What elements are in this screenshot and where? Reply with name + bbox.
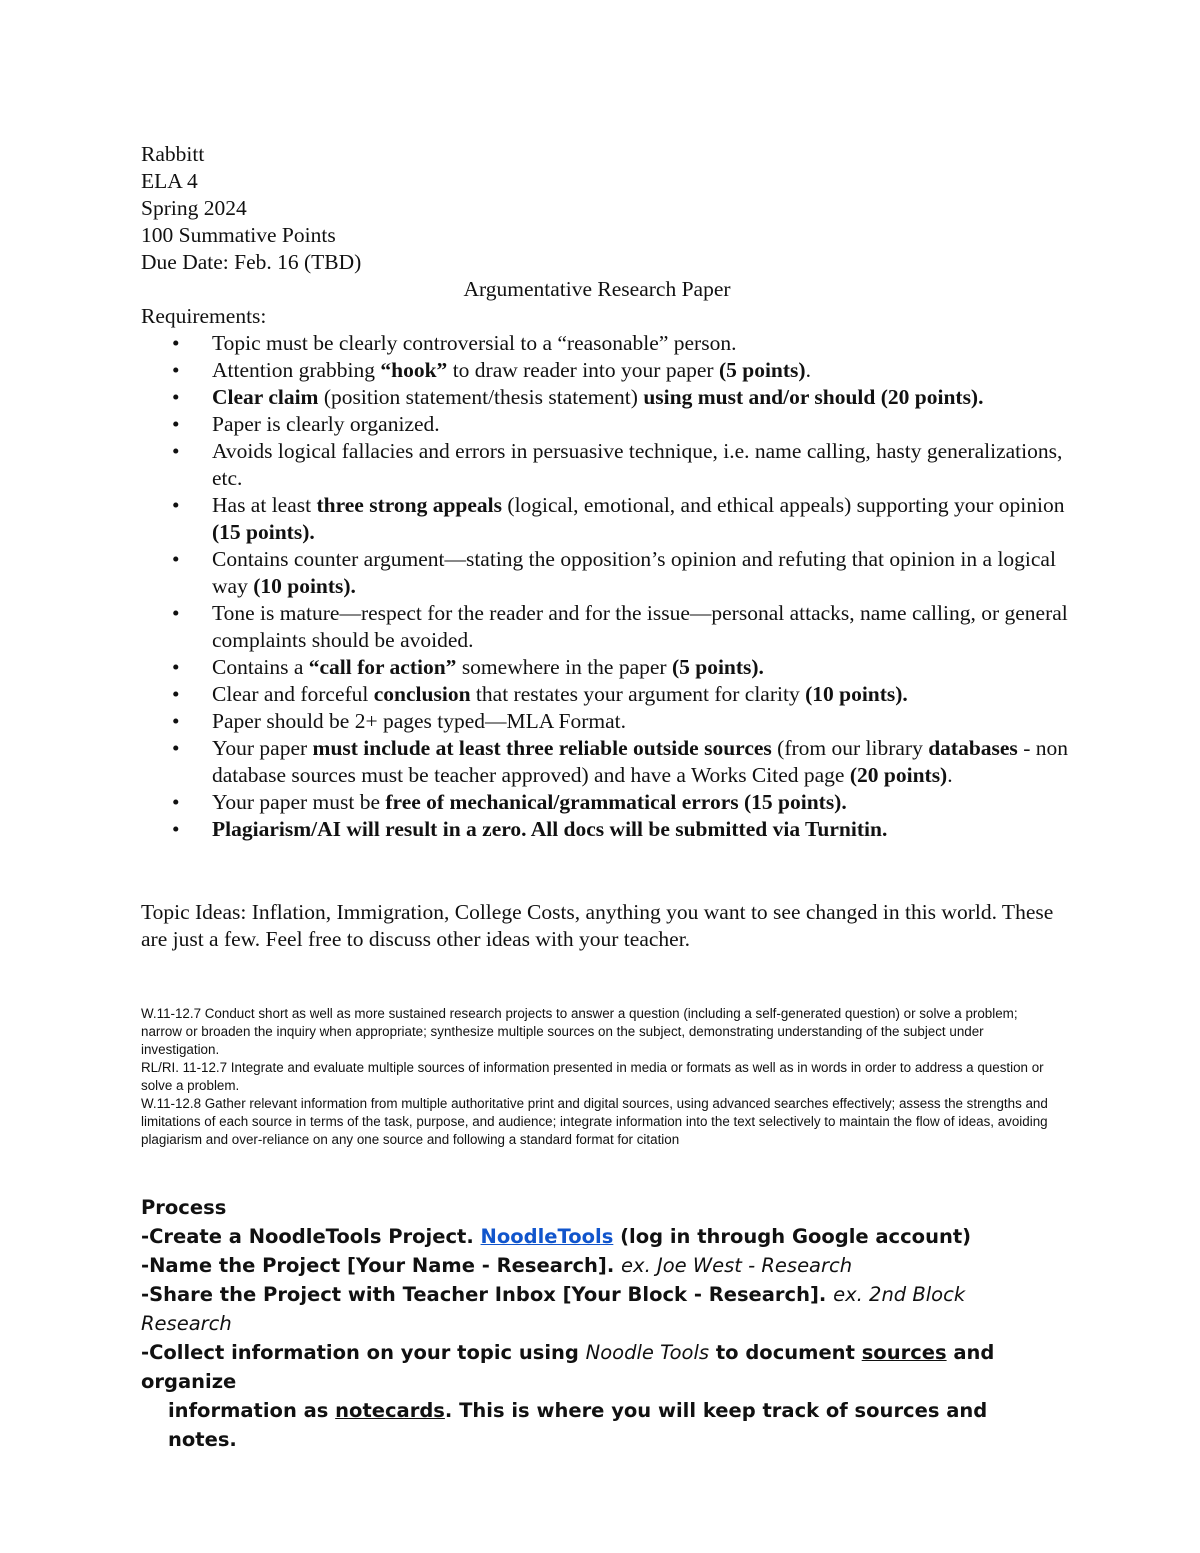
requirement-text: (position statement/thesis statement) — [318, 385, 644, 409]
step-text: (log in through Google account) — [613, 1225, 972, 1248]
bullet-icon: • — [172, 547, 180, 571]
requirement-bold-text: databases — [928, 736, 1018, 760]
requirement-item — [141, 357, 1081, 384]
requirement-text: Attention grabbing — [212, 358, 381, 382]
step-example: ex. 2nd Block Research — [141, 1283, 966, 1335]
requirement-item — [141, 654, 1081, 681]
step-example: ex. Joe West - Research — [621, 1254, 853, 1277]
requirement-item — [141, 789, 1081, 816]
requirement-bold-text: (10 points). — [805, 682, 908, 706]
standard-rl-ri-11-12-7: RL/RI. 11-12.7 Integrate and evaluate multiple sources of information presented in media or formats as well as in words in order to address a question or solve a problem. — [141, 1060, 1044, 1093]
requirement-bold-text: (5 points). — [671, 655, 764, 679]
requirement-bold-text: three strong appeals — [316, 493, 503, 517]
document-title: Argumentative Research Paper — [463, 277, 731, 301]
step-underline: notecards — [335, 1399, 445, 1422]
bullet-icon: • — [172, 736, 180, 760]
standard-w-11-12-7: W.11-12.7 Conduct short as well as more sustained research projects to answer a question (including a self-generated question) or solve a problem; narrow or broaden the inquiry when appropriate; synthesize multiple sources on the subject, demonstrating understanding of the subject under investigation. — [141, 1006, 1018, 1057]
requirement-bold-text: (10 points). — [253, 574, 356, 598]
noodletools-link[interactable]: NoodleTools — [480, 1225, 614, 1248]
teacher-name: Rabbitt — [141, 142, 205, 166]
process-step-name — [141, 1251, 1041, 1280]
due-date: Due Date: Feb. 16 (TBD) — [141, 250, 362, 274]
requirements-label: Requirements: — [141, 304, 267, 328]
process-step-collect — [141, 1338, 1041, 1367]
requirement-text: . — [805, 358, 811, 382]
requirement-bold-text: free of mechanical/grammatical errors (15 points). — [385, 790, 847, 814]
step-text: -Collect information on your topic using — [141, 1341, 586, 1364]
requirement-text: to draw reader into your paper — [447, 358, 719, 382]
requirement-text: . — [947, 763, 953, 787]
requirement-text: (from our library — [771, 736, 929, 760]
requirement-bold-text: (20 points) — [849, 763, 948, 787]
requirement-item — [141, 735, 1081, 789]
bullet-icon: • — [172, 601, 180, 625]
requirement-bold-text: (15 points). — [212, 520, 315, 544]
bullet-icon: • — [172, 331, 180, 355]
requirement-text: Contains counter argument—stating the opposition’s opinion and refuting that opinion in a logical way — [212, 547, 1056, 598]
requirement-text: Tone is mature—respect for the reader and for the issue—personal attacks, name calling, or general complaints should be avoided. — [212, 601, 1068, 652]
process-step-collect-cont: organize — [141, 1370, 237, 1393]
bullet-icon: • — [172, 682, 180, 706]
points-value: 100 Summative Points — [141, 223, 336, 247]
requirement-text: Topic must be clearly controversial to a “reasonable” person. — [212, 331, 737, 355]
bullet-icon: • — [172, 709, 180, 733]
requirement-text: Paper should be 2+ pages typed—MLA Format. — [212, 709, 627, 733]
requirement-item — [141, 384, 1081, 411]
step-text: -Create a NoodleTools Project. — [141, 1225, 481, 1248]
bullet-icon: • — [172, 412, 180, 436]
step-text: and — [946, 1341, 995, 1364]
topic-ideas: Topic Ideas: Inflation, Immigration, College Costs, anything you want to see changed in this world. These are just a few. Feel free to discuss other ideas with your teacher. — [141, 900, 1054, 951]
step-underline: sources — [861, 1341, 947, 1364]
bullet-icon: • — [172, 493, 180, 517]
requirement-text: (logical, emotional, and ethical appeals) supporting your opinion — [502, 493, 1065, 517]
requirement-text: that restates your argument for clarity — [470, 682, 806, 706]
requirement-bold-text: using must and/or should (20 points). — [643, 385, 984, 409]
requirement-text: Clear and forceful — [212, 682, 374, 706]
requirement-item — [141, 708, 1081, 735]
requirement-bold-text: must include at least three reliable outside sources — [312, 736, 772, 760]
requirement-text: somewhere in the paper — [456, 655, 672, 679]
step-text: . This is where you will keep track of sources and notes. — [168, 1399, 988, 1451]
bullet-icon: • — [172, 385, 180, 409]
bullet-icon: • — [172, 790, 180, 814]
requirements-list — [141, 330, 1081, 843]
document-header — [141, 141, 1081, 843]
requirement-item — [141, 438, 1081, 492]
requirement-item — [141, 600, 1081, 654]
process-step-notecards — [141, 1396, 1041, 1454]
requirement-item — [141, 330, 1081, 357]
process-section — [141, 1193, 1041, 1454]
requirement-text: - non database sources must be teacher approved) and have a Works Cited page — [212, 736, 1068, 787]
step-emphasis: Noodle Tools — [585, 1341, 710, 1364]
requirement-item — [141, 411, 1081, 438]
requirement-item — [141, 681, 1081, 708]
step-text: -Name the Project [Your Name - Research]. — [141, 1254, 622, 1277]
requirement-text: Contains a — [212, 655, 309, 679]
course-name: ELA 4 — [141, 169, 198, 193]
requirement-bold-text: conclusion — [373, 682, 471, 706]
requirement-bold-text: “hook” — [380, 358, 448, 382]
standards-block — [141, 1005, 1061, 1149]
requirement-bold-text: “call for action” — [308, 655, 457, 679]
step-text: to document — [709, 1341, 862, 1364]
bullet-icon: • — [172, 358, 180, 382]
term: Spring 2024 — [141, 196, 247, 220]
requirement-text: Your paper must be — [212, 790, 386, 814]
requirement-text: Avoids logical fallacies and errors in persuasive technique, i.e. name calling, hasty generalizations, etc. — [212, 439, 1063, 490]
standard-w-11-12-8: W.11-12.8 Gather relevant information from multiple authoritative print and digital sources, using advanced searches effectively; assess the strengths and limitations of each source in terms of the task, purpose, and audience; integrate information into the text selectively to maintain the flow of ideas, avoiding plagiarism and over-reliance on any one source and following a standard format for citation — [141, 1096, 1048, 1147]
requirement-bold-text: Plagiarism/AI will result in a zero. All docs will be submitted via Turnitin. — [212, 817, 888, 841]
bullet-icon: • — [172, 655, 180, 679]
requirement-bold-text: Clear claim — [212, 385, 319, 409]
process-step-share — [141, 1280, 1041, 1338]
requirement-bold-text: (5 points) — [718, 358, 806, 382]
requirement-item — [141, 546, 1081, 600]
step-text: -Share the Project with Teacher Inbox [Your Block - Research]. — [141, 1283, 834, 1306]
requirement-item — [141, 816, 1081, 843]
bullet-icon: • — [172, 817, 180, 841]
requirement-text: Has at least — [212, 493, 317, 517]
bullet-icon: • — [172, 439, 180, 463]
requirement-item — [141, 492, 1081, 546]
step-text: information as — [168, 1399, 336, 1422]
process-heading: Process — [141, 1196, 227, 1219]
process-step-create — [141, 1222, 1041, 1251]
requirement-text: Paper is clearly organized. — [212, 412, 440, 436]
requirement-text: Your paper — [212, 736, 313, 760]
